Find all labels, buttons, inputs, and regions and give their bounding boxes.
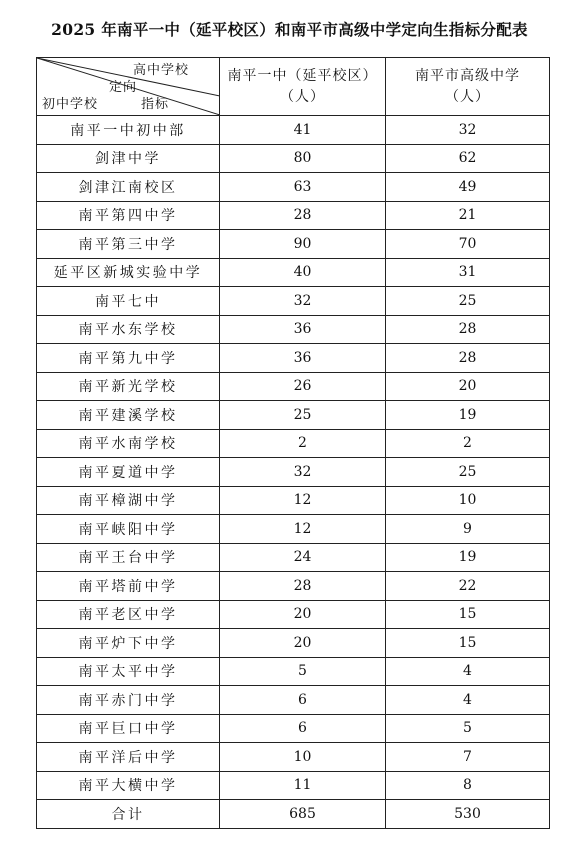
quota-nanping-no1-cell: 63 [220, 173, 386, 202]
school-name-cell: 南平太平中学 [37, 657, 220, 686]
header-col-nanping-no1-line1: 南平一中（延平校区） [227, 67, 378, 84]
diag-label-junior-school: 初中学校 [42, 97, 99, 112]
header-col-nanping-no1 [220, 58, 386, 116]
table-row [37, 771, 550, 800]
quota-nanping-senior-cell: 9 [386, 515, 550, 544]
table-row [37, 429, 550, 458]
quota-nanping-no1-cell: 12 [220, 486, 386, 515]
school-name-cell: 南平建溪学校 [37, 401, 220, 430]
school-name-cell: 南平峡阳中学 [37, 515, 220, 544]
school-name-cell: 剑津江南校区 [37, 173, 220, 202]
quota-nanping-senior-cell: 19 [386, 401, 550, 430]
quota-nanping-senior-cell: 49 [386, 173, 550, 202]
total-label-cell: 合计 [37, 800, 220, 829]
table-row [37, 629, 550, 658]
quota-nanping-senior-cell: 25 [386, 287, 550, 316]
quota-nanping-senior-cell: 70 [386, 230, 550, 259]
quota-nanping-senior-cell: 32 [386, 116, 550, 145]
school-name-cell: 南平夏道中学 [37, 458, 220, 487]
table-row [37, 515, 550, 544]
school-name-cell: 南平七中 [37, 287, 220, 316]
table-row [37, 743, 550, 772]
table-row [37, 401, 550, 430]
quota-nanping-no1-cell: 28 [220, 201, 386, 230]
quota-nanping-senior-cell: 28 [386, 344, 550, 373]
quota-nanping-senior-cell: 15 [386, 629, 550, 658]
quota-nanping-senior-cell: 7 [386, 743, 550, 772]
total-nanping-senior-cell: 530 [386, 800, 550, 829]
school-name-cell: 南平大横中学 [37, 771, 220, 800]
quota-nanping-senior-cell: 19 [386, 543, 550, 572]
quota-nanping-no1-cell: 12 [220, 515, 386, 544]
table-row [37, 600, 550, 629]
quota-nanping-no1-cell: 80 [220, 144, 386, 173]
header-col-nanping-senior [386, 58, 550, 116]
table-row [37, 486, 550, 515]
table-row [37, 458, 550, 487]
quota-nanping-senior-cell: 15 [386, 600, 550, 629]
header-col-nanping-no1-line2: （人） [280, 88, 325, 105]
school-name-cell: 剑津中学 [37, 144, 220, 173]
total-row [37, 800, 550, 829]
school-name-cell: 延平区新城实验中学 [37, 258, 220, 287]
quota-nanping-no1-cell: 36 [220, 315, 386, 344]
school-name-cell: 南平水东学校 [37, 315, 220, 344]
quota-nanping-no1-cell: 26 [220, 372, 386, 401]
school-name-cell: 南平老区中学 [37, 600, 220, 629]
table-row [37, 572, 550, 601]
header-col-nanping-senior-line1: 南平市高级中学 [415, 67, 520, 84]
school-name-cell: 南平新光学校 [37, 372, 220, 401]
table-row [37, 714, 550, 743]
quota-nanping-senior-cell: 8 [386, 771, 550, 800]
school-name-cell: 南平樟湖中学 [37, 486, 220, 515]
quota-nanping-senior-cell: 25 [386, 458, 550, 487]
school-name-cell: 南平塔前中学 [37, 572, 220, 601]
quota-table [36, 57, 550, 829]
school-name-cell: 南平炉下中学 [37, 629, 220, 658]
diag-label-quota: 指标 [141, 97, 170, 112]
quota-nanping-no1-cell: 40 [220, 258, 386, 287]
quota-nanping-senior-cell: 2 [386, 429, 550, 458]
table-row [37, 372, 550, 401]
quota-nanping-no1-cell: 36 [220, 344, 386, 373]
quota-nanping-senior-cell: 21 [386, 201, 550, 230]
quota-nanping-no1-cell: 6 [220, 714, 386, 743]
quota-nanping-no1-cell: 5 [220, 657, 386, 686]
quota-nanping-no1-cell: 32 [220, 458, 386, 487]
quota-nanping-senior-cell: 5 [386, 714, 550, 743]
table-row [37, 201, 550, 230]
school-name-cell: 南平赤门中学 [37, 686, 220, 715]
school-name-cell: 南平王台中学 [37, 543, 220, 572]
header-col-nanping-senior-line2: （人） [445, 88, 490, 105]
quota-nanping-senior-cell: 28 [386, 315, 550, 344]
quota-nanping-no1-cell: 32 [220, 287, 386, 316]
table-row [37, 258, 550, 287]
page-title: 2025 年南平一中（延平校区）和南平市高级中学定向生指标分配表 [51, 20, 528, 39]
quota-nanping-senior-cell: 4 [386, 657, 550, 686]
table-row [37, 543, 550, 572]
table-row [37, 315, 550, 344]
quota-nanping-no1-cell: 10 [220, 743, 386, 772]
table-header-row [37, 58, 550, 116]
school-name-cell: 南平一中初中部 [37, 116, 220, 145]
table-row [37, 686, 550, 715]
quota-nanping-no1-cell: 25 [220, 401, 386, 430]
diag-label-directed: 定向 [109, 80, 138, 95]
quota-nanping-no1-cell: 24 [220, 543, 386, 572]
quota-nanping-senior-cell: 10 [386, 486, 550, 515]
total-nanping-no1-cell: 685 [220, 800, 386, 829]
table-row [37, 287, 550, 316]
quota-nanping-no1-cell: 11 [220, 771, 386, 800]
quota-nanping-no1-cell: 20 [220, 600, 386, 629]
school-name-cell: 南平第四中学 [37, 201, 220, 230]
school-name-cell: 南平水南学校 [37, 429, 220, 458]
diag-label-high-school: 高中学校 [133, 63, 190, 78]
school-name-cell: 南平第三中学 [37, 230, 220, 259]
quota-nanping-no1-cell: 20 [220, 629, 386, 658]
school-name-cell: 南平洋后中学 [37, 743, 220, 772]
table-row [37, 344, 550, 373]
table-row [37, 230, 550, 259]
table-row [37, 657, 550, 686]
quota-nanping-no1-cell: 90 [220, 230, 386, 259]
school-name-cell: 南平巨口中学 [37, 714, 220, 743]
quota-nanping-senior-cell: 20 [386, 372, 550, 401]
table-row [37, 116, 550, 145]
quota-nanping-senior-cell: 22 [386, 572, 550, 601]
table-row [37, 144, 550, 173]
quota-nanping-no1-cell: 41 [220, 116, 386, 145]
diagonal-header-cell [37, 58, 220, 116]
quota-nanping-senior-cell: 4 [386, 686, 550, 715]
quota-nanping-senior-cell: 62 [386, 144, 550, 173]
quota-nanping-no1-cell: 2 [220, 429, 386, 458]
school-name-cell: 南平第九中学 [37, 344, 220, 373]
quota-nanping-no1-cell: 6 [220, 686, 386, 715]
quota-nanping-senior-cell: 31 [386, 258, 550, 287]
table-row [37, 173, 550, 202]
quota-nanping-no1-cell: 28 [220, 572, 386, 601]
